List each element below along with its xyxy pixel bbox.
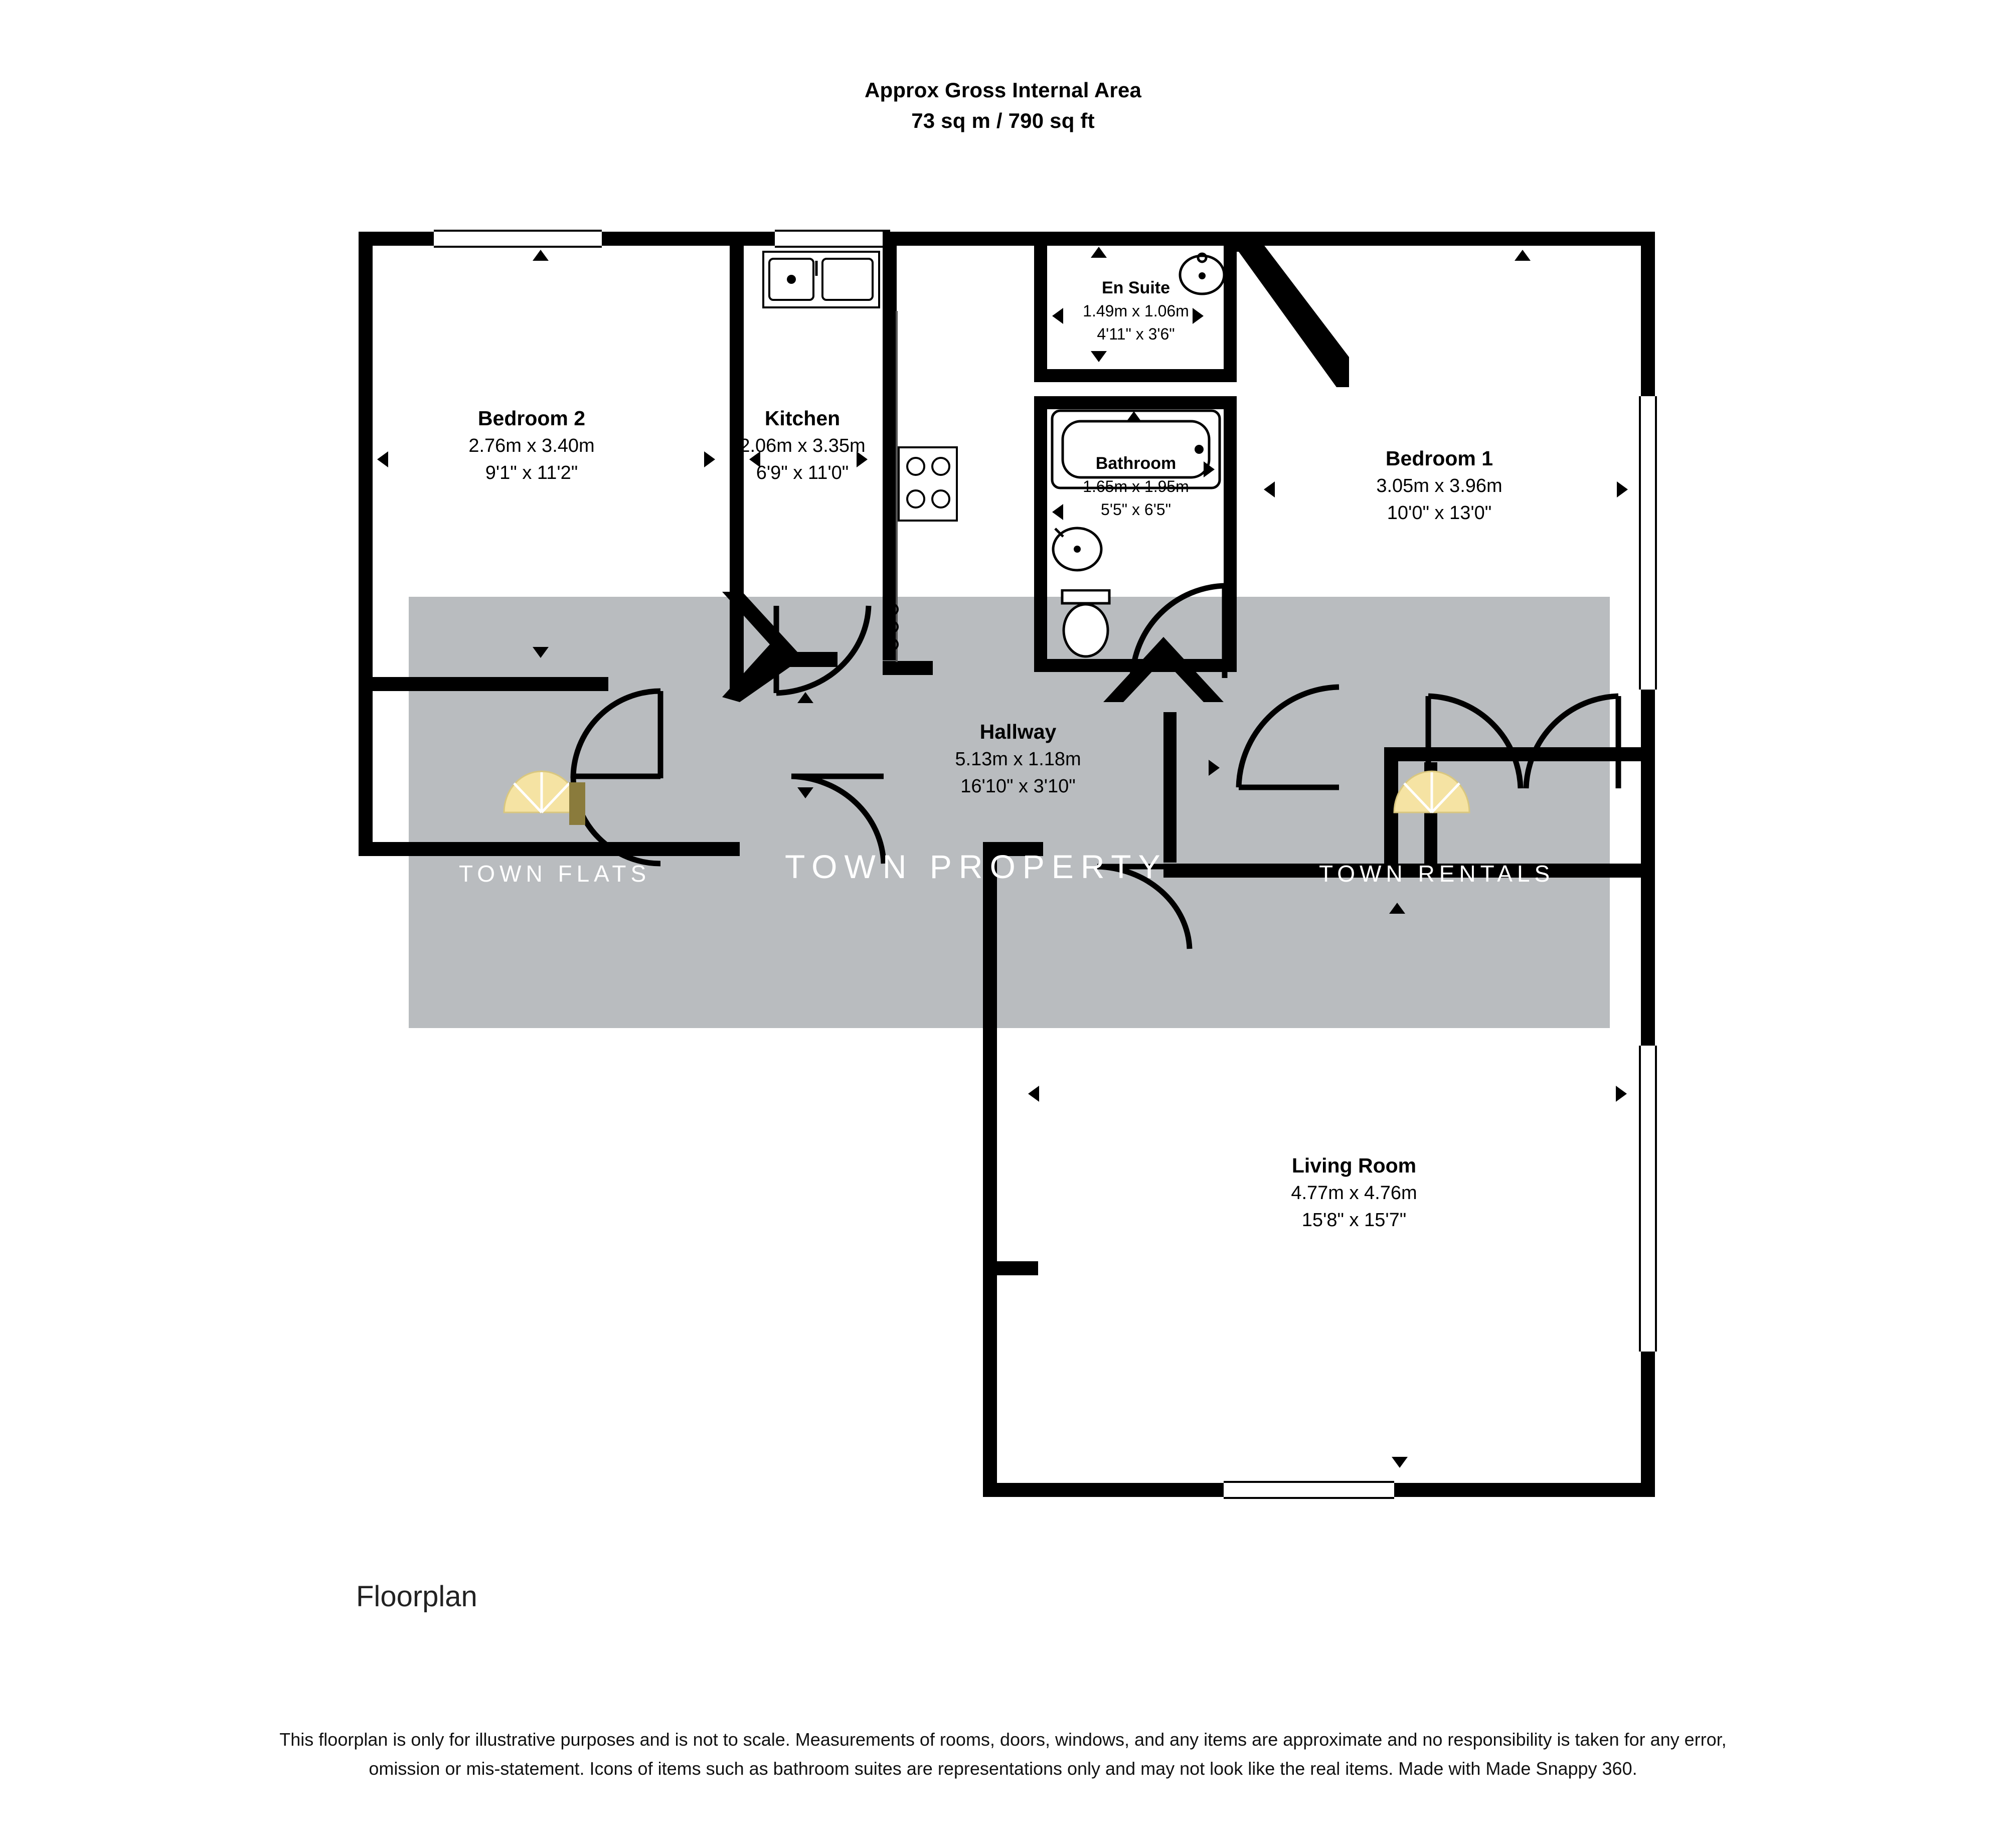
window-living-right: [1639, 1046, 1657, 1352]
room-name: Bathroom: [1095, 454, 1177, 473]
fan-light-icon-right: [1392, 767, 1472, 815]
arrow-bedroom2-down: [533, 647, 549, 658]
wall-left-outer: [359, 232, 373, 856]
watermark-center: TOWN PROPERTY: [785, 848, 1167, 885]
kitchen-appliance-icon: [883, 597, 903, 652]
wall-hall-bottom-left: [359, 842, 740, 856]
watermark-right: TOWN RENTALS: [1319, 861, 1555, 887]
room-label-bathroom: [1000, 451, 1271, 521]
wash-basin-icon-bathroom: [1048, 522, 1106, 577]
arrow-hallway-right: [1209, 760, 1220, 776]
wall-bedroom2-bottom: [359, 677, 594, 691]
room-dim-imperial: 5'5" x 6'5": [1101, 500, 1171, 519]
arrow-living-left: [1028, 1086, 1039, 1102]
room-dim-metric: 1.65m x 1.95m: [1083, 477, 1189, 496]
room-dim-metric: 2.76m x 3.40m: [468, 435, 595, 457]
disclaimer-body: This floorplan is only for illustrative purposes and is not to scale. Measurements of rooms, doors, windows, and any items are approximate and no responsibility is taken for any error, omission or mis-statement. Icons of items such as bathroom suites are representations only and may not look like the real items. Made with Made Snappy 360.: [279, 1729, 1727, 1779]
arrow-hallway-up: [797, 692, 813, 703]
arrow-bedroom1-right: [1617, 481, 1628, 497]
toilet-icon: [1053, 589, 1118, 659]
fan-light-left-base: [569, 782, 585, 825]
room-name: Hallway: [979, 720, 1057, 743]
wall-kitchen-bottom: [883, 661, 933, 675]
floorplan-caption: Floorplan: [356, 1580, 477, 1613]
watermark-left: TOWN FLATS: [459, 861, 651, 887]
arrow-living-down: [1392, 1457, 1408, 1468]
room-label-livingroom: [1179, 1151, 1530, 1234]
room-label-hallway: [843, 717, 1194, 800]
room-dim-imperial: 10'0" x 13'0": [1387, 502, 1492, 524]
disclaimer-text: [0, 1725, 2006, 1783]
room-label-bedroom1: [1284, 444, 1595, 527]
wall-living-left-lower: [983, 1261, 997, 1497]
gross-area-line2: 73 sq m / 790 sq ft: [911, 108, 1095, 132]
arrow-bedroom2-up: [533, 250, 549, 261]
room-dim-imperial: 9'1" x 11'2": [485, 462, 578, 484]
window-kitchen-top: [775, 230, 890, 248]
wall-bathroom-top: [1034, 396, 1237, 409]
room-name: Living Room: [1291, 1154, 1417, 1177]
wall-hall-angle-right: [1103, 577, 1304, 707]
arrow-living-right: [1616, 1086, 1627, 1102]
room-dim-metric: 5.13m x 1.18m: [955, 749, 1081, 770]
gross-area-line1: Approx Gross Internal Area: [864, 78, 1142, 102]
window-bedroom1-right: [1639, 396, 1657, 690]
room-dim-imperial: 6'9" x 11'0": [756, 462, 849, 484]
arrow-hallway-down: [797, 787, 813, 798]
wall-ensuite-bottom: [1034, 369, 1237, 382]
kitchen-sink-icon: [762, 251, 880, 308]
room-dim-metric: 4.77m x 4.76m: [1291, 1183, 1417, 1204]
window-bedroom2-top: [434, 230, 602, 248]
arrow-bathroom-up: [1126, 411, 1142, 422]
door-bedroom2-swing: [569, 687, 664, 782]
window-living-bottom: [1224, 1481, 1394, 1499]
room-label-bedroom2: [381, 404, 682, 487]
arrow-bedroom1-down: [1389, 903, 1405, 914]
wall-hall-angle-left: [722, 592, 838, 702]
room-name: Bedroom 1: [1385, 447, 1493, 470]
room-name: En Suite: [1101, 278, 1171, 297]
wall-bathroom-left: [1034, 396, 1047, 672]
room-dim-metric: 2.06m x 3.35m: [739, 435, 866, 457]
kitchen-hob-icon: [898, 446, 958, 522]
room-dim-metric: 3.05m x 3.96m: [1376, 475, 1502, 497]
room-dim-metric: 1.49m x 1.06m: [1083, 302, 1189, 320]
door-cupboard-right-swing-b: [1522, 692, 1622, 792]
arrow-bedroom1-up: [1515, 250, 1531, 261]
room-name: Kitchen: [764, 407, 841, 430]
wall-living-left-upper: [983, 842, 997, 1273]
room-dim-imperial: 4'11" x 3'6": [1097, 324, 1175, 343]
arrow-ensuite-down: [1091, 351, 1107, 362]
room-label-kitchen: [702, 404, 903, 487]
room-label-ensuite: [1003, 276, 1269, 346]
arrow-ensuite-up: [1091, 247, 1107, 258]
room-dim-imperial: 15'8" x 15'7": [1301, 1210, 1407, 1231]
room-dim-imperial: 16'10" x 3'10": [960, 776, 1076, 797]
room-name: Bedroom 2: [477, 407, 586, 430]
